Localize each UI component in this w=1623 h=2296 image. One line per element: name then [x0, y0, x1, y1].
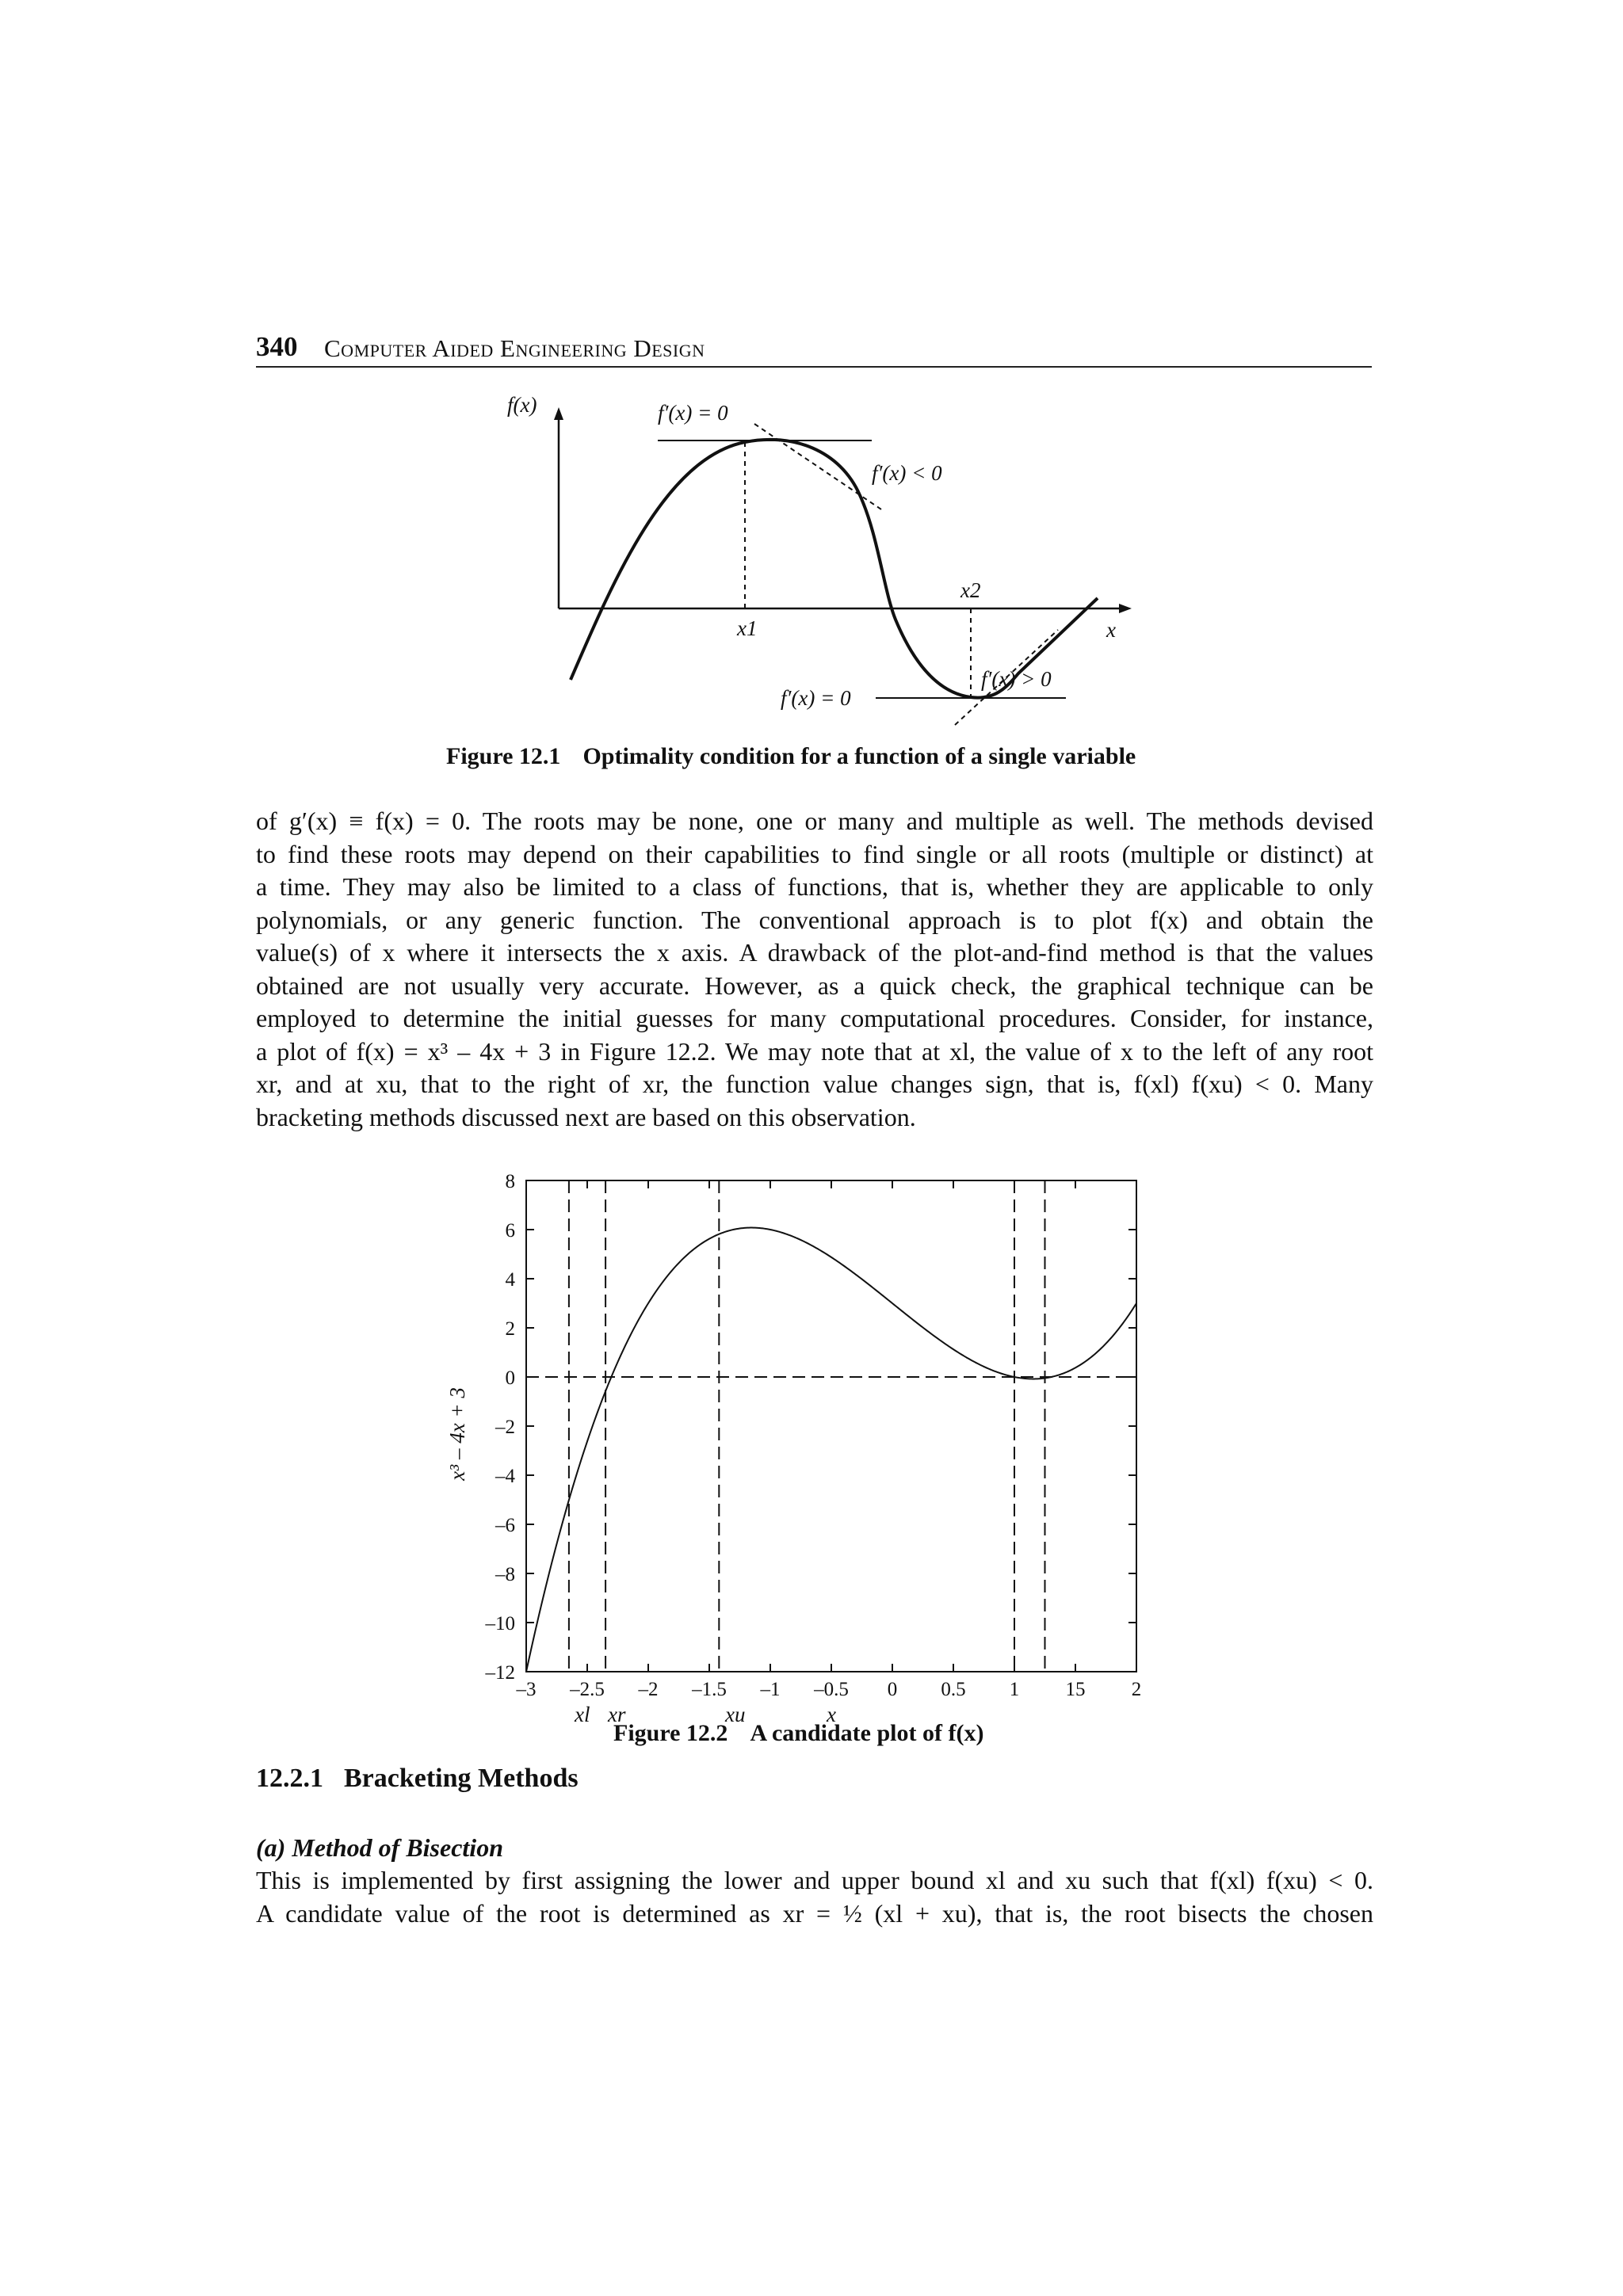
- plot-frame: [526, 1180, 1136, 1672]
- figure-12-1-caption-text: Optimality condition for a function of a single variable: [582, 743, 1136, 769]
- marker-label-xr: xr: [608, 1703, 626, 1726]
- y-tick-label: –10: [485, 1613, 515, 1634]
- x-tick-label: 1: [1009, 1679, 1020, 1700]
- figure-12-1-caption-number: Figure 12.1: [446, 743, 561, 769]
- marker-label-xl: xl: [575, 1703, 590, 1726]
- x-tick-label: 0.5: [941, 1679, 966, 1700]
- y-tick-label: –4: [495, 1466, 515, 1487]
- body-line: to find these roots may depend on their capabilities to find single or all roots (multiple or distinct) at: [256, 839, 1373, 868]
- running-title: Computer Aided Engineering Design: [324, 334, 705, 362]
- annot-min-zero: f′(x) = 0: [781, 686, 851, 710]
- x-axis-arrow: [1119, 604, 1132, 613]
- section-heading: [256, 1764, 579, 1794]
- body-paragraph: [256, 805, 1373, 1134]
- x-tick-label: –2: [638, 1679, 659, 1700]
- y-tick-label: –2: [495, 1417, 515, 1438]
- annot-negative: f′(x) < 0: [872, 461, 942, 485]
- y-tick-label: 0: [505, 1367, 515, 1389]
- y-axis-label: f(x): [507, 393, 537, 417]
- x-tick-label: –0.5: [814, 1679, 849, 1700]
- x-tick-label: 0: [887, 1679, 898, 1700]
- y-tick-label: 8: [505, 1171, 515, 1192]
- figure-12-2-caption-text: A candidate plot of f(x): [750, 1720, 984, 1746]
- body-line: a time. They may also be limited to a class of functions, that is, whether they are applicable to only: [256, 872, 1373, 901]
- body-line: bracketing methods discussed next are based on this observation.: [256, 1102, 916, 1131]
- label-x1: x1: [737, 616, 758, 640]
- running-head: [256, 331, 1372, 368]
- section-title: Bracketing Methods: [344, 1764, 579, 1793]
- figure-12-2-caption: [613, 1720, 983, 1747]
- vertical-dashed-lines: [569, 1180, 1045, 1672]
- y-axis-label: x³ – 4x + 3: [445, 1387, 469, 1481]
- figure-12-2-chart: [444, 1161, 1157, 1731]
- x-tick-label: –1.5: [692, 1679, 727, 1700]
- x-tick-label: –3: [516, 1679, 537, 1700]
- section-number: 12.2.1: [256, 1764, 323, 1793]
- x-tick-label: 2: [1131, 1679, 1142, 1700]
- bisection-line: A candidate value of the root is determined as xr = ½ (xl + xu), that is, the root bisects the chosen: [256, 1898, 1373, 1928]
- figure-12-1: [444, 388, 1157, 737]
- y-tick-label: 4: [505, 1269, 515, 1291]
- body-line: value(s) of x where it intersects the x axis. A drawback of the plot-and-find method is that the values: [256, 938, 1373, 967]
- x-axis-label: x: [1106, 618, 1116, 642]
- marker-label-xu: xu: [725, 1703, 746, 1726]
- bisection-paragraph: [256, 1863, 1373, 1929]
- y-tick-label: 2: [505, 1318, 515, 1340]
- y-tick-label: 6: [505, 1220, 515, 1241]
- subsection-heading: (a) Method of Bisection: [256, 1833, 503, 1862]
- y-tick-label: –8: [495, 1564, 515, 1585]
- figure-12-1-caption: [446, 743, 1136, 770]
- x-tick-label: –1: [760, 1679, 781, 1700]
- y-tick-group: [485, 1171, 1137, 1684]
- body-line: of g′(x) ≡ f(x) = 0. The roots may be none, one or many and multiple as well. The methods devised: [256, 807, 1373, 835]
- body-line: polynomials, or any generic function. The conventional approach is to plot f(x) and obtain the: [256, 905, 1373, 934]
- annot-max-zero: f′(x) = 0: [658, 401, 728, 425]
- negative-slope-tangent: [754, 424, 884, 511]
- x-tick-label: 15: [1065, 1679, 1086, 1700]
- page-number: 340: [256, 331, 298, 362]
- x-axis-label: x: [827, 1703, 836, 1726]
- bisection-line: This is implemented by first assigning the lower and upper bound xl and xu such that f(xl) f(xu) < 0.: [256, 1866, 1373, 1894]
- body-line: xr, and at xu, that to the right of xr, the function value changes sign, that is, f(xl) f(xu) < 0. Many: [256, 1070, 1373, 1098]
- body-line: a plot of f(x) = x³ – 4x + 3 in Figure 12.2. We may note that at xl, the value of x to the left of any root: [256, 1036, 1373, 1066]
- y-tick-label: –6: [495, 1515, 515, 1536]
- body-line: employed to determine the initial guesses for many computational procedures. Consider, for instance,: [256, 1004, 1373, 1032]
- annot-positive: f′(x) > 0: [981, 667, 1052, 691]
- label-x2: x2: [960, 578, 981, 602]
- y-axis-arrow: [554, 407, 563, 420]
- figure-12-2-caption-number: Figure 12.2: [613, 1720, 728, 1746]
- x-tick-group: [516, 1180, 1142, 1700]
- x-tick-label: –2.5: [570, 1679, 605, 1700]
- body-line: obtained are not usually very accurate. However, as a quick check, the graphical technique can be: [256, 971, 1373, 1000]
- y-tick-label: –12: [485, 1662, 515, 1684]
